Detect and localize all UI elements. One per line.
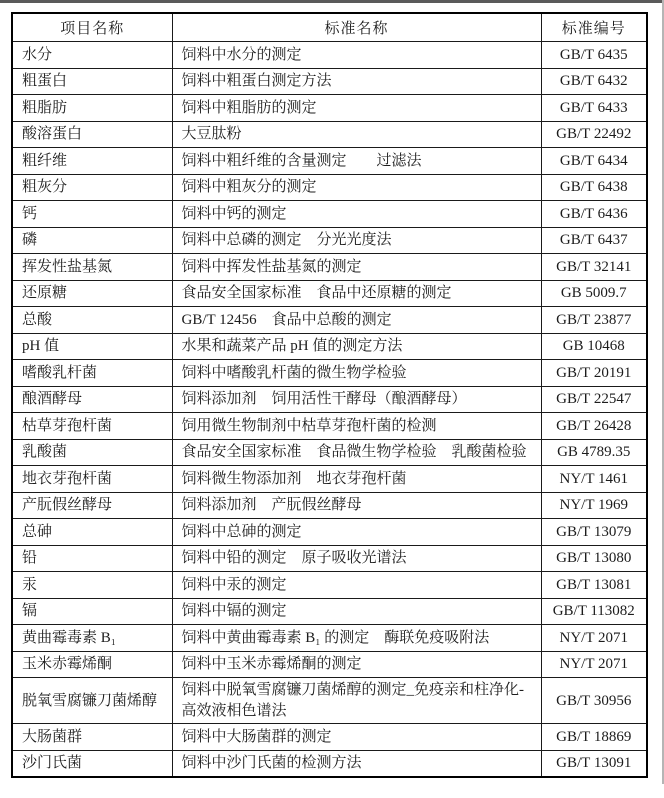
- table-row: [12, 386, 647, 413]
- standard-name-cell: 饲料中汞的测定: [172, 572, 541, 599]
- standard-name-cell: 水果和蔬菜产品 pH 值的测定方法: [172, 333, 541, 360]
- item-name-cell: 脱氧雪腐镰刀菌烯醇: [12, 678, 172, 724]
- standard-name-cell: 饲料中总磷的测定 分光光度法: [172, 227, 541, 254]
- table-row: [12, 280, 647, 307]
- item-name-cell: 黄曲霉毒素 B₁: [12, 625, 172, 652]
- standard-code-cell: GB/T 13081: [541, 572, 647, 599]
- item-name-cell: 嗜酸乳杆菌: [12, 360, 172, 387]
- standard-name-cell: 饲料中大肠菌群的测定: [172, 724, 541, 751]
- item-name-cell: 地衣芽孢杆菌: [12, 466, 172, 493]
- column-header-item-name: 项目名称: [12, 13, 172, 42]
- standard-name-cell: 大豆肽粉: [172, 121, 541, 148]
- item-name-cell: 酸溶蛋白: [12, 121, 172, 148]
- table-row: [12, 227, 647, 254]
- table-row: [12, 174, 647, 201]
- item-name-cell: 总砷: [12, 519, 172, 546]
- standard-name-cell: 饲用微生物制剂中枯草芽孢杆菌的检测: [172, 413, 541, 440]
- item-name-cell: 玉米赤霉烯酮: [12, 651, 172, 678]
- table-row: [12, 545, 647, 572]
- standard-name-cell: 饲料中铅的测定 原子吸收光谱法: [172, 545, 541, 572]
- item-name-cell: 枯草芽孢杆菌: [12, 413, 172, 440]
- standard-name-cell: 饲料中脱氧雪腐镰刀菌烯醇的测定_免疫亲和柱净化-高效液相色谱法: [172, 678, 541, 724]
- table-row: [12, 360, 647, 387]
- item-name-cell: 粗灰分: [12, 174, 172, 201]
- standard-name-cell: 饲料添加剂 产朊假丝酵母: [172, 492, 541, 519]
- table-row: [12, 95, 647, 122]
- item-name-cell: 镉: [12, 598, 172, 625]
- standard-name-cell: 饲料中总砷的测定: [172, 519, 541, 546]
- standard-code-cell: GB/T 6436: [541, 201, 647, 228]
- standard-name-cell: 饲料中嗜酸乳杆菌的微生物学检验: [172, 360, 541, 387]
- table-row: [12, 519, 647, 546]
- standard-name-cell: 饲料中玉米赤霉烯酮的测定: [172, 651, 541, 678]
- table-row: [12, 148, 647, 175]
- table-row: [12, 201, 647, 228]
- standard-name-cell: 饲料中挥发性盐基氮的测定: [172, 254, 541, 281]
- table-row: [12, 750, 647, 777]
- standard-name-cell: 饲料中水分的测定: [172, 42, 541, 69]
- item-name-cell: 酿酒酵母: [12, 386, 172, 413]
- standard-code-cell: GB/T 6433: [541, 95, 647, 122]
- table-row: [12, 625, 647, 652]
- standard-code-cell: GB/T 30956: [541, 678, 647, 724]
- standard-code-cell: NY/T 1969: [541, 492, 647, 519]
- table-row: [12, 572, 647, 599]
- standard-code-cell: GB/T 13079: [541, 519, 647, 546]
- standard-code-cell: GB 5009.7: [541, 280, 647, 307]
- standard-name-cell: 饲料添加剂 饲用活性干酵母（酿酒酵母）: [172, 386, 541, 413]
- item-name-cell: pH 值: [12, 333, 172, 360]
- standard-code-cell: GB/T 6432: [541, 68, 647, 95]
- standard-code-cell: GB/T 6435: [541, 42, 647, 69]
- standard-code-cell: GB/T 32141: [541, 254, 647, 281]
- standards-table: [11, 12, 648, 778]
- item-name-cell: 粗蛋白: [12, 68, 172, 95]
- standard-code-cell: GB 4789.35: [541, 439, 647, 466]
- table-row: [12, 121, 647, 148]
- standard-code-cell: GB 10468: [541, 333, 647, 360]
- table-row: [12, 724, 647, 751]
- table-row: [12, 254, 647, 281]
- table-row: [12, 333, 647, 360]
- standard-name-cell: 饲料微生物添加剂 地衣芽孢杆菌: [172, 466, 541, 493]
- item-name-cell: 挥发性盐基氮: [12, 254, 172, 281]
- standard-name-cell: 饲料中沙门氏菌的检测方法: [172, 750, 541, 777]
- table-row: [12, 678, 647, 724]
- item-name-cell: 产朊假丝酵母: [12, 492, 172, 519]
- standard-code-cell: GB/T 22492: [541, 121, 647, 148]
- standard-code-cell: GB/T 6437: [541, 227, 647, 254]
- table-body: [12, 42, 647, 778]
- standard-name-cell: GB/T 12456 食品中总酸的测定: [172, 307, 541, 334]
- item-name-cell: 沙门氏菌: [12, 750, 172, 777]
- column-header-standard-code: 标准编号: [541, 13, 647, 42]
- item-name-cell: 铅: [12, 545, 172, 572]
- standard-code-cell: GB/T 113082: [541, 598, 647, 625]
- standard-code-cell: GB/T 6434: [541, 148, 647, 175]
- item-name-cell: 还原糖: [12, 280, 172, 307]
- table-row: [12, 439, 647, 466]
- standard-code-cell: NY/T 1461: [541, 466, 647, 493]
- item-name-cell: 汞: [12, 572, 172, 599]
- item-name-cell: 钙: [12, 201, 172, 228]
- item-name-cell: 粗纤维: [12, 148, 172, 175]
- standard-code-cell: GB/T 13091: [541, 750, 647, 777]
- standard-code-cell: GB/T 26428: [541, 413, 647, 440]
- standard-name-cell: 饲料中粗蛋白测定方法: [172, 68, 541, 95]
- table-row: [12, 598, 647, 625]
- item-name-cell: 乳酸菌: [12, 439, 172, 466]
- table-row: [12, 413, 647, 440]
- item-name-cell: 总酸: [12, 307, 172, 334]
- table-row: [12, 42, 647, 69]
- standard-code-cell: GB/T 22547: [541, 386, 647, 413]
- table-row: [12, 651, 647, 678]
- item-name-cell: 粗脂肪: [12, 95, 172, 122]
- table-header-row: [12, 13, 647, 42]
- table-row: [12, 68, 647, 95]
- standard-code-cell: GB/T 20191: [541, 360, 647, 387]
- item-name-cell: 大肠菌群: [12, 724, 172, 751]
- standard-name-cell: 饲料中粗灰分的测定: [172, 174, 541, 201]
- table-row: [12, 492, 647, 519]
- table-row: [12, 307, 647, 334]
- standard-name-cell: 饲料中镉的测定: [172, 598, 541, 625]
- column-header-standard-name: 标准名称: [172, 13, 541, 42]
- item-name-cell: 磷: [12, 227, 172, 254]
- standard-name-cell: 饲料中钙的测定: [172, 201, 541, 228]
- item-name-cell: 水分: [12, 42, 172, 69]
- standard-code-cell: GB/T 23877: [541, 307, 647, 334]
- standard-name-cell: 食品安全国家标准 食品中还原糖的测定: [172, 280, 541, 307]
- standard-code-cell: GB/T 13080: [541, 545, 647, 572]
- standard-name-cell: 饲料中黄曲霉毒素 B₁ 的测定 酶联免疫吸附法: [172, 625, 541, 652]
- standard-code-cell: NY/T 2071: [541, 651, 647, 678]
- table-row: [12, 466, 647, 493]
- standard-name-cell: 饲料中粗纤维的含量测定 过滤法: [172, 148, 541, 175]
- standard-code-cell: GB/T 18869: [541, 724, 647, 751]
- standard-name-cell: 饲料中粗脂肪的测定: [172, 95, 541, 122]
- standard-code-cell: GB/T 6438: [541, 174, 647, 201]
- screenshot-top-edge: [0, 0, 664, 3]
- standard-name-cell: 食品安全国家标准 食品微生物学检验 乳酸菌检验: [172, 439, 541, 466]
- standard-code-cell: NY/T 2071: [541, 625, 647, 652]
